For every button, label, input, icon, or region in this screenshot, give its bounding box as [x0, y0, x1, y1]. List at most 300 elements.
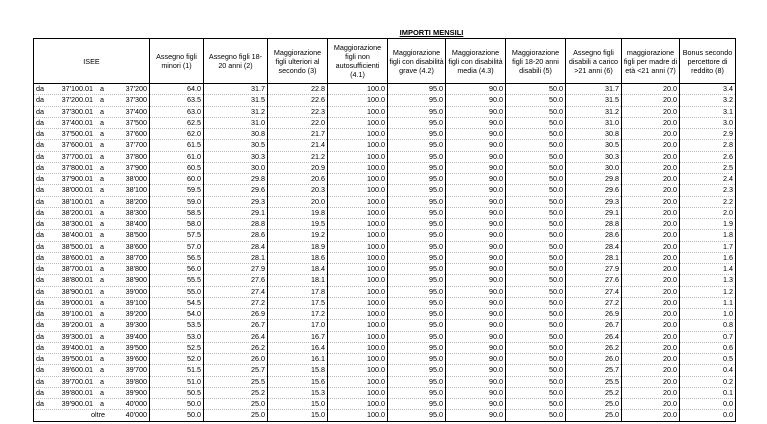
isee-from: 37'200.01 — [61, 95, 93, 105]
value-cell: 95.0 — [388, 331, 446, 342]
value-cell: 100.0 — [328, 264, 388, 275]
value-cell: 95.0 — [388, 297, 446, 308]
value-cell: 2.9 — [680, 129, 736, 140]
value-cell: 54.5 — [150, 297, 204, 308]
isee-a: a — [100, 354, 104, 364]
isee-a: a — [100, 286, 104, 296]
isee-from: 39'400.01 — [61, 342, 93, 352]
value-cell: 18.9 — [268, 241, 328, 252]
value-cell: 2.4 — [680, 174, 736, 185]
value-cell: 0.2 — [680, 376, 736, 387]
header-isee: ISEE — [34, 39, 150, 84]
isee-from: 39'200.01 — [61, 320, 93, 330]
value-cell: 28.4 — [566, 241, 622, 252]
value-cell: 20.0 — [622, 331, 680, 342]
isee-range-cell — [34, 95, 150, 106]
value-cell: 90.0 — [446, 365, 506, 376]
value-cell: 29.3 — [204, 196, 268, 207]
value-cell: 90.0 — [446, 320, 506, 331]
isee-da: da — [36, 241, 44, 251]
value-cell: 90.0 — [446, 117, 506, 128]
value-cell: 16.4 — [268, 342, 328, 353]
value-cell: 100.0 — [328, 174, 388, 185]
isee-a: a — [100, 151, 104, 161]
table-row — [34, 399, 736, 410]
value-cell: 22.0 — [268, 117, 328, 128]
isee-range-cell — [34, 84, 150, 95]
isee-to: 39'900 — [125, 387, 147, 397]
isee-from: 38'500.01 — [61, 241, 93, 251]
isee-range-cell — [34, 387, 150, 398]
value-cell: 56.0 — [150, 264, 204, 275]
value-cell: 20.0 — [622, 399, 680, 410]
value-cell: 95.0 — [388, 151, 446, 162]
value-cell: 20.0 — [622, 365, 680, 376]
value-cell: 26.4 — [204, 331, 268, 342]
isee-da: da — [36, 320, 44, 330]
table-row — [34, 252, 736, 263]
isee-a: a — [100, 252, 104, 262]
value-cell: 1.2 — [680, 286, 736, 297]
value-cell: 26.0 — [204, 354, 268, 365]
value-cell: 62.0 — [150, 129, 204, 140]
value-cell: 100.0 — [328, 365, 388, 376]
value-cell: 55.0 — [150, 286, 204, 297]
value-cell: 20.0 — [622, 354, 680, 365]
value-cell: 30.5 — [566, 140, 622, 151]
value-cell: 29.3 — [566, 196, 622, 207]
header-col-8: Assegno figli disabili a carico >21 anni (6) — [566, 39, 622, 84]
value-cell: 20.0 — [622, 309, 680, 320]
value-cell: 3.1 — [680, 106, 736, 117]
value-cell: 90.0 — [446, 331, 506, 342]
value-cell: 20.0 — [622, 297, 680, 308]
isee-to: 39'400 — [125, 331, 147, 341]
value-cell: 0.5 — [680, 354, 736, 365]
isee-range-cell — [34, 410, 150, 421]
value-cell: 90.0 — [446, 106, 506, 117]
isee-da: da — [36, 354, 44, 364]
isee-a: a — [100, 297, 104, 307]
isee-da: da — [36, 95, 44, 105]
isee-range-cell — [34, 376, 150, 387]
table-row — [34, 320, 736, 331]
isee-range-cell — [34, 286, 150, 297]
table-row — [34, 297, 736, 308]
value-cell: 2.5 — [680, 162, 736, 173]
value-cell: 90.0 — [446, 196, 506, 207]
value-cell: 3.2 — [680, 95, 736, 106]
value-cell: 19.5 — [268, 219, 328, 230]
value-cell: 50.0 — [506, 219, 566, 230]
header-col-4: Maggiorazione figli non autosufficienti (4.1) — [328, 39, 388, 84]
value-cell: 20.0 — [622, 162, 680, 173]
isee-da: da — [36, 331, 44, 341]
table-row — [34, 376, 736, 387]
isee-da: da — [36, 106, 44, 116]
value-cell: 95.0 — [388, 129, 446, 140]
isee-range-cell — [34, 309, 150, 320]
value-cell: 26.4 — [566, 331, 622, 342]
table-row — [34, 387, 736, 398]
value-cell: 0.0 — [680, 399, 736, 410]
isee-a: a — [100, 331, 104, 341]
isee-to: 39'200 — [125, 309, 147, 319]
value-cell: 27.9 — [566, 264, 622, 275]
isee-a: a — [100, 196, 104, 206]
value-cell: 27.6 — [566, 275, 622, 286]
value-cell: 90.0 — [446, 230, 506, 241]
table-row — [34, 174, 736, 185]
value-cell: 50.0 — [506, 196, 566, 207]
value-cell: 26.2 — [204, 342, 268, 353]
value-cell: 59.0 — [150, 196, 204, 207]
value-cell: 57.5 — [150, 230, 204, 241]
isee-to: 37'800 — [125, 151, 147, 161]
isee-da: da — [36, 286, 44, 296]
table-row — [34, 185, 736, 196]
isee-to: 37'600 — [125, 129, 147, 139]
isee-da: da — [36, 117, 44, 127]
table-row — [34, 140, 736, 151]
value-cell: 51.0 — [150, 376, 204, 387]
table-row — [34, 129, 736, 140]
isee-to: 39'800 — [125, 376, 147, 386]
value-cell: 59.5 — [150, 185, 204, 196]
value-cell: 30.5 — [204, 140, 268, 151]
value-cell: 50.0 — [506, 241, 566, 252]
value-cell: 18.4 — [268, 264, 328, 275]
isee-to: 39'500 — [125, 342, 147, 352]
value-cell: 25.7 — [566, 365, 622, 376]
isee-a: a — [100, 376, 104, 386]
value-cell: 100.0 — [328, 309, 388, 320]
value-cell: 90.0 — [446, 162, 506, 173]
value-cell: 90.0 — [446, 297, 506, 308]
value-cell: 29.6 — [204, 185, 268, 196]
value-cell: 95.0 — [388, 140, 446, 151]
value-cell: 90.0 — [446, 342, 506, 353]
value-cell: 31.0 — [566, 117, 622, 128]
value-cell: 64.0 — [150, 84, 204, 95]
isee-from: 37'300.01 — [61, 106, 93, 116]
isee-da: da — [36, 309, 44, 319]
isee-a: a — [100, 387, 104, 397]
value-cell: 95.0 — [388, 230, 446, 241]
isee-to: 37'200 — [125, 84, 147, 94]
isee-to: 38'400 — [125, 219, 147, 229]
isee-da: da — [36, 219, 44, 229]
value-cell: 1.7 — [680, 241, 736, 252]
value-cell: 26.2 — [566, 342, 622, 353]
value-cell: 30.8 — [566, 129, 622, 140]
value-cell: 95.0 — [388, 185, 446, 196]
isee-to: 38'800 — [125, 264, 147, 274]
isee-range-cell — [34, 106, 150, 117]
value-cell: 55.5 — [150, 275, 204, 286]
isee-da: da — [36, 230, 44, 240]
value-cell: 52.5 — [150, 342, 204, 353]
isee-range-cell — [34, 129, 150, 140]
value-cell: 20.0 — [622, 196, 680, 207]
value-cell: 90.0 — [446, 140, 506, 151]
value-cell: 53.5 — [150, 320, 204, 331]
isee-a: a — [100, 207, 104, 217]
value-cell: 1.9 — [680, 219, 736, 230]
value-cell: 17.8 — [268, 286, 328, 297]
isee-to: 38'900 — [125, 275, 147, 285]
isee-a: a — [100, 230, 104, 240]
value-cell: 100.0 — [328, 140, 388, 151]
value-cell: 50.0 — [506, 162, 566, 173]
value-cell: 28.6 — [204, 230, 268, 241]
isee-range-cell — [34, 151, 150, 162]
value-cell: 50.0 — [506, 365, 566, 376]
header-col-5: Maggiorazione figli con disabilità grave (4.2) — [388, 39, 446, 84]
value-cell: 95.0 — [388, 320, 446, 331]
table-row — [34, 230, 736, 241]
value-cell: 20.0 — [622, 275, 680, 286]
isee-a: a — [100, 275, 104, 285]
value-cell: 95.0 — [388, 376, 446, 387]
table-row — [34, 151, 736, 162]
isee-from: 38'100.01 — [61, 196, 93, 206]
value-cell: 100.0 — [328, 207, 388, 218]
value-cell: 2.2 — [680, 196, 736, 207]
isee-da: da — [36, 140, 44, 150]
isee-from: 38'600.01 — [61, 252, 93, 262]
value-cell: 50.0 — [506, 399, 566, 410]
isee-da: da — [36, 84, 44, 94]
header-col-7: Maggiorazione figli 18-20 anni disabili (5) — [506, 39, 566, 84]
isee-to: 38'300 — [125, 207, 147, 217]
value-cell: 100.0 — [328, 230, 388, 241]
value-cell: 27.2 — [566, 297, 622, 308]
table-row — [34, 95, 736, 106]
isee-from: 37'600.01 — [61, 140, 93, 150]
value-cell: 25.7 — [204, 365, 268, 376]
value-cell: 18.6 — [268, 252, 328, 263]
value-cell: 20.0 — [622, 387, 680, 398]
value-cell: 0.8 — [680, 320, 736, 331]
value-cell: 62.5 — [150, 117, 204, 128]
value-cell: 16.7 — [268, 331, 328, 342]
value-cell: 20.0 — [622, 342, 680, 353]
value-cell: 20.0 — [622, 230, 680, 241]
value-cell: 30.8 — [204, 129, 268, 140]
isee-range-cell — [34, 399, 150, 410]
isee-to: 37'400 — [125, 106, 147, 116]
value-cell: 27.2 — [204, 297, 268, 308]
isee-from: 39'900.01 — [61, 399, 93, 409]
value-cell: 30.0 — [204, 162, 268, 173]
header-col-3: Maggiorazione figli ulteriori al secondo (3) — [268, 39, 328, 84]
value-cell: 25.0 — [204, 399, 268, 410]
value-cell: 90.0 — [446, 264, 506, 275]
value-cell: 29.8 — [204, 174, 268, 185]
value-cell: 20.0 — [622, 129, 680, 140]
isee-range-cell — [34, 219, 150, 230]
header-col-1: Assegno figli minori (1) — [150, 39, 204, 84]
value-cell: 100.0 — [328, 95, 388, 106]
value-cell: 21.4 — [268, 140, 328, 151]
table-row — [34, 365, 736, 376]
value-cell: 50.0 — [506, 286, 566, 297]
value-cell: 17.5 — [268, 297, 328, 308]
value-cell: 95.0 — [388, 196, 446, 207]
isee-to: 40'000 — [125, 399, 147, 409]
isee-a: a — [100, 174, 104, 184]
value-cell: 90.0 — [446, 84, 506, 95]
isee-to: 38'100 — [125, 185, 147, 195]
isee-a: a — [100, 365, 104, 375]
header-row — [34, 39, 736, 84]
value-cell: 20.0 — [622, 320, 680, 331]
isee-from: 37'800.01 — [61, 162, 93, 172]
value-cell: 28.4 — [204, 241, 268, 252]
value-cell: 95.0 — [388, 275, 446, 286]
value-cell: 20.0 — [622, 207, 680, 218]
value-cell: 100.0 — [328, 331, 388, 342]
isee-da: da — [36, 252, 44, 262]
table-row — [34, 84, 736, 95]
value-cell: 100.0 — [328, 320, 388, 331]
value-cell: 20.0 — [622, 174, 680, 185]
isee-da: da — [36, 207, 44, 217]
value-cell: 26.9 — [204, 309, 268, 320]
value-cell: 1.8 — [680, 230, 736, 241]
value-cell: 53.0 — [150, 331, 204, 342]
isee-to: 39'000 — [125, 286, 147, 296]
value-cell: 17.2 — [268, 309, 328, 320]
value-cell: 95.0 — [388, 207, 446, 218]
header-col-2: Assegno figli 18-20 anni (2) — [204, 39, 268, 84]
value-cell: 21.2 — [268, 151, 328, 162]
value-cell: 50.0 — [506, 140, 566, 151]
isee-range-cell — [34, 365, 150, 376]
value-cell: 31.5 — [566, 95, 622, 106]
value-cell: 61.0 — [150, 151, 204, 162]
value-cell: 100.0 — [328, 286, 388, 297]
value-cell: 57.0 — [150, 241, 204, 252]
value-cell: 50.0 — [506, 117, 566, 128]
value-cell: 54.0 — [150, 309, 204, 320]
value-cell: 51.5 — [150, 365, 204, 376]
isee-to: 38'500 — [125, 230, 147, 240]
isee-from: 39'000.01 — [61, 297, 93, 307]
header-col-9: maggiorazione figli per madre di età <21 anni (7) — [622, 39, 680, 84]
value-cell: 50.0 — [506, 264, 566, 275]
isee-from: 37'900.01 — [61, 174, 93, 184]
isee-from: 39'100.01 — [61, 309, 93, 319]
value-cell: 20.0 — [622, 106, 680, 117]
value-cell: 50.0 — [506, 185, 566, 196]
isee-a: a — [100, 219, 104, 229]
value-cell: 20.0 — [622, 95, 680, 106]
value-cell: 15.3 — [268, 387, 328, 398]
value-cell: 90.0 — [446, 252, 506, 263]
isee-range-cell — [34, 297, 150, 308]
value-cell: 95.0 — [388, 387, 446, 398]
value-cell: 100.0 — [328, 410, 388, 421]
isee-da: da — [36, 196, 44, 206]
value-cell: 25.0 — [566, 399, 622, 410]
isee-from: 38'400.01 — [61, 230, 93, 240]
value-cell: 90.0 — [446, 354, 506, 365]
value-cell: 63.0 — [150, 106, 204, 117]
isee-from: 38'200.01 — [61, 207, 93, 217]
value-cell: 95.0 — [388, 399, 446, 410]
value-cell: 90.0 — [446, 129, 506, 140]
value-cell: 60.0 — [150, 174, 204, 185]
value-cell: 31.7 — [566, 84, 622, 95]
value-cell: 25.2 — [204, 387, 268, 398]
table-row — [34, 286, 736, 297]
isee-da: da — [36, 151, 44, 161]
isee-da: da — [36, 264, 44, 274]
value-cell: 15.6 — [268, 376, 328, 387]
isee-range-cell — [34, 162, 150, 173]
value-cell: 58.5 — [150, 207, 204, 218]
value-cell: 50.0 — [506, 342, 566, 353]
value-cell: 95.0 — [388, 84, 446, 95]
isee-da: da — [36, 399, 44, 409]
isee-to: 38'000 — [125, 174, 147, 184]
value-cell: 22.6 — [268, 95, 328, 106]
isee-from: 39'600.01 — [61, 365, 93, 375]
isee-range-cell — [34, 331, 150, 342]
isee-a: a — [100, 399, 104, 409]
value-cell: 20.0 — [622, 151, 680, 162]
value-cell: 26.7 — [204, 320, 268, 331]
value-cell: 29.1 — [204, 207, 268, 218]
table-row — [34, 264, 736, 275]
isee-a: a — [100, 162, 104, 172]
isee-a: a — [100, 106, 104, 116]
value-cell: 50.0 — [506, 129, 566, 140]
isee-range-cell — [34, 140, 150, 151]
value-cell: 31.5 — [204, 95, 268, 106]
value-cell: 15.0 — [268, 399, 328, 410]
value-cell: 95.0 — [388, 309, 446, 320]
value-cell: 90.0 — [446, 207, 506, 218]
value-cell: 28.8 — [204, 219, 268, 230]
table-row — [34, 241, 736, 252]
value-cell: 95.0 — [388, 241, 446, 252]
value-cell: 95.0 — [388, 286, 446, 297]
value-cell: 0.6 — [680, 342, 736, 353]
value-cell: 1.1 — [680, 297, 736, 308]
value-cell: 90.0 — [446, 410, 506, 421]
table-row — [34, 275, 736, 286]
isee-da: da — [36, 342, 44, 352]
value-cell: 100.0 — [328, 252, 388, 263]
isee-range-cell — [34, 275, 150, 286]
table-row — [34, 309, 736, 320]
isee-to: 37'500 — [125, 117, 147, 127]
value-cell: 20.0 — [622, 185, 680, 196]
isee-range-cell — [34, 320, 150, 331]
value-cell: 20.0 — [622, 219, 680, 230]
value-cell: 25.0 — [204, 410, 268, 421]
isee-a: a — [100, 95, 104, 105]
value-cell: 58.0 — [150, 219, 204, 230]
table-row — [34, 354, 736, 365]
value-cell: 90.0 — [446, 241, 506, 252]
value-cell: 2.3 — [680, 185, 736, 196]
value-cell: 50.0 — [506, 320, 566, 331]
isee-from: 37'100.01 — [61, 84, 93, 94]
